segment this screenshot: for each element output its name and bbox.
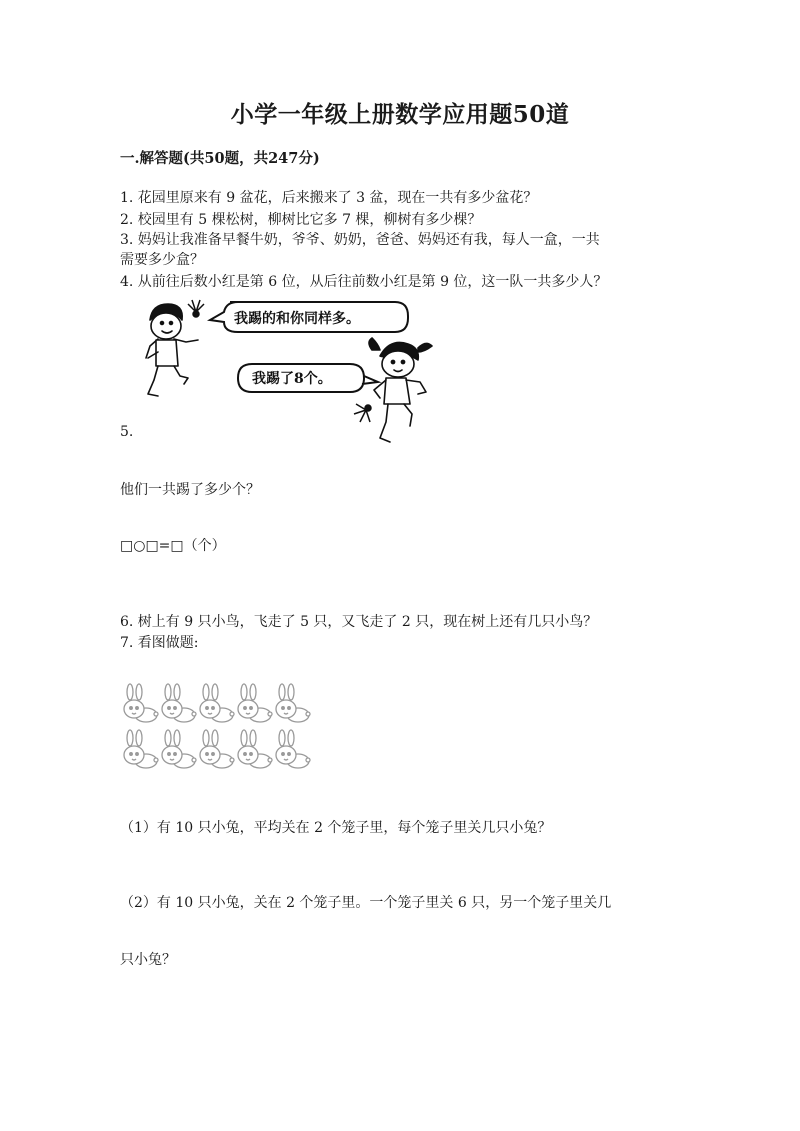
shuttlecock-icon xyxy=(188,300,204,317)
question-1: 1. 花园里原来有 9 盆花，后来搬来了 3 盆，现在一共有多少盆花？ xyxy=(120,190,538,206)
question-5-prompt: 他们一共踢了多少个？ xyxy=(120,482,260,498)
rabbit-icon xyxy=(276,730,310,768)
boy-figure xyxy=(146,304,198,396)
rabbit-icon xyxy=(276,684,310,722)
question-5-number: 5. xyxy=(120,424,134,440)
rabbit-icon xyxy=(162,730,196,768)
shuttlecock-icon xyxy=(354,404,371,422)
rabbit-icon xyxy=(162,684,196,722)
question-7-part-1: （1）有 10 只小兔，平均关在 2 个笼子里，每个笼子里关几只小兔？ xyxy=(120,820,552,836)
rabbit-icon xyxy=(200,684,234,722)
rabbit-icon xyxy=(200,730,234,768)
question-7-part-2-line-2: 只小兔？ xyxy=(120,952,176,968)
page-title: 小学一年级上册数学应用题50道 xyxy=(230,101,570,128)
section-heading: 一.解答题(共50题，共247分) xyxy=(120,150,320,167)
girl-figure xyxy=(369,338,432,442)
boy-speech-text: 我踢的和你同样多。 xyxy=(234,311,360,327)
rabbit-icon xyxy=(124,684,158,722)
rabbit-icon xyxy=(238,684,272,722)
question-3-line-1: 3. 妈妈让我准备早餐牛奶，爷爷、奶奶，爸爸、妈妈还有我，每人一盒，一共 xyxy=(120,232,600,248)
kicking-illustration xyxy=(140,298,440,458)
question-7-part-2-line-1: （2）有 10 只小兔，关在 2 个笼子里。一个笼子里关 6 只，另一个笼子里关几 xyxy=(120,895,612,911)
rabbit-icon xyxy=(238,730,272,768)
question-7: 7. 看图做题: xyxy=(120,635,199,651)
question-6: 6. 树上有 9 只小鸟，飞走了 5 只，又飞走了 2 只，现在树上还有几只小鸟？ xyxy=(120,614,598,630)
rabbits-illustration xyxy=(120,684,320,776)
question-2: 2. 校园里有 5 棵松树，柳树比它多 7 棵，柳树有多少棵？ xyxy=(120,212,482,228)
rabbit-icon xyxy=(124,730,158,768)
question-5-equation: □○□=□（个） xyxy=(120,538,226,554)
girl-speech-text: 我踢了8个。 xyxy=(252,371,332,387)
question-4: 4. 从前往后数小红是第 6 位，从后往前数小红是第 9 位，这一队一共多少人？ xyxy=(120,274,608,290)
question-3-line-2: 需要多少盒？ xyxy=(120,252,204,268)
